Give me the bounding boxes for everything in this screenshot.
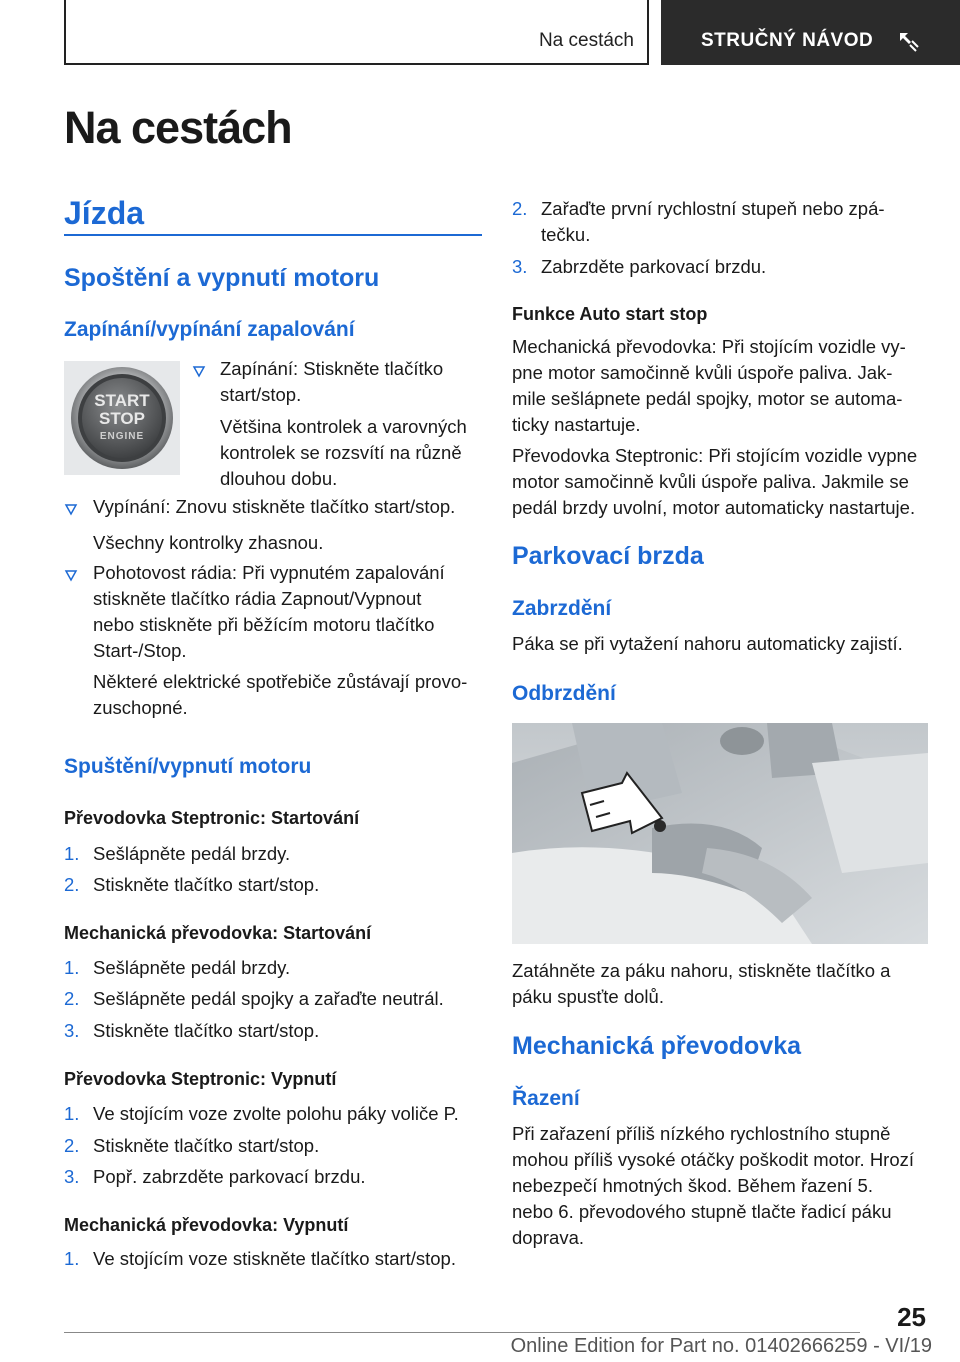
list-item: Zabrzděte parkovací brzdu. xyxy=(541,256,767,277)
header-tab-label: STRUČNÝ NÁVOD xyxy=(701,30,874,51)
autostart-p1-2: pne motor samočinně kvůli úspoře paliva. Jak‐ xyxy=(512,362,893,383)
footer-edition: Online Edition for Part no. 01402666259 - VI/19 xyxy=(510,1335,932,1357)
engine-label: ENGINE xyxy=(99,431,145,442)
list-item: Popř. zabrzděte parkovací brzdu. xyxy=(93,1166,366,1187)
list-number: 2. xyxy=(64,988,80,1009)
start-stop-button-image xyxy=(64,361,180,475)
bullet-triangle-icon xyxy=(64,568,78,582)
shift-text-3: nebezpečí hmotných škod. Během řazení 5. xyxy=(512,1175,873,1196)
autostart-p1-4: ticky nastartuje. xyxy=(512,414,641,435)
list-item-cont: tečku. xyxy=(541,224,591,245)
footer-rule xyxy=(64,1332,860,1333)
autostart-p1-3: mile sešlápnete pedál spojky, motor se automa‐ xyxy=(512,388,903,409)
header-tab[interactable] xyxy=(661,0,960,65)
autostart-title: Funkce Auto start stop xyxy=(512,304,708,324)
heading-ignition: Zapínání/vypínání zapalování xyxy=(64,318,355,341)
list-number: 3. xyxy=(64,1166,80,1187)
shift-text-4: nebo 6. převodového stupně tlačte řadicí páku xyxy=(512,1201,892,1222)
bullet-triangle-icon xyxy=(192,364,206,378)
list-item: Zařaďte první rychlostní stupeň nebo zpá‐ xyxy=(541,198,885,219)
list-number: 2. xyxy=(64,1135,80,1156)
stop-label: STOP xyxy=(99,409,145,428)
autostart-p2-3: pedál brzdy uvolní, motor automaticky nastartuje. xyxy=(512,497,916,518)
ignition-off-text: Vypínání: Znovu stiskněte tlačítko start/stop. xyxy=(93,496,456,517)
start-label: START xyxy=(94,391,150,410)
list-number: 1. xyxy=(64,1248,80,1269)
list-item: Stiskněte tlačítko start/stop. xyxy=(93,1135,320,1156)
ignition-on-text-2: start/stop. xyxy=(220,384,302,405)
manual-off-title: Mechanická převodovka: Vypnutí xyxy=(64,1215,349,1235)
list-item: Sešlápněte pedál brzdy. xyxy=(93,843,291,864)
list-number: 1. xyxy=(64,843,80,864)
steptronic-off-title: Převodovka Steptronic: Vypnutí xyxy=(64,1069,337,1089)
heading-shifting: Řazení xyxy=(512,1087,580,1110)
list-number: 2. xyxy=(512,198,528,219)
autostart-p2-1: Převodovka Steptronic: Při stojícím vozidle vypne xyxy=(512,445,918,466)
list-item: Sešlápněte pedál brzdy. xyxy=(93,957,291,978)
heading-start-engine: Spuštění/vypnutí motoru xyxy=(64,755,312,778)
steptronic-start-title: Převodovka Steptronic: Startování xyxy=(64,808,360,828)
heading-release: Odbrzdění xyxy=(512,682,616,705)
heading-rule xyxy=(64,234,482,236)
autostart-p2-2: motor samočinně kvůli úspoře paliva. Jakmile se xyxy=(512,471,909,492)
heading-parking-brake: Parkovací brzda xyxy=(512,542,704,570)
radio-note-2: zuschopné. xyxy=(93,697,188,718)
bullet-triangle-icon xyxy=(64,502,78,516)
page-title: Na cestách xyxy=(64,102,292,153)
ignition-note-3: dlouhou dobu. xyxy=(220,468,338,489)
list-number: 3. xyxy=(64,1020,80,1041)
release-text-1: Zatáhněte za páku nahoru, stiskněte tlačítko a xyxy=(512,960,891,981)
shift-text-1: Při zařazení příliš nízkého rychlostního stupně xyxy=(512,1123,891,1144)
list-item: Stiskněte tlačítko start/stop. xyxy=(93,874,320,895)
ignition-on-text: Zapínání: Stiskněte tlačítko xyxy=(220,358,444,379)
list-item: Stiskněte tlačítko start/stop. xyxy=(93,1020,320,1041)
apply-text: Páka se při vytažení nahoru automaticky zajistí. xyxy=(512,633,903,654)
release-text-2: páku spusťte dolů. xyxy=(512,986,664,1007)
radio-standby-3: nebo stiskněte při běžícím motoru tlačítko xyxy=(93,614,435,635)
heading-manual-gearbox: Mechanická převodovka xyxy=(512,1032,802,1060)
radio-standby-2: stiskněte tlačítko rádia Zapnout/Vypnout xyxy=(93,588,422,609)
header-section-title: Na cestách xyxy=(538,30,634,51)
list-number: 1. xyxy=(64,1103,80,1124)
autostart-p1-1: Mechanická převodovka: Při stojícím vozidle vy‐ xyxy=(512,336,906,357)
page-number: 25 xyxy=(897,1302,926,1332)
list-item: Ve stojícím voze zvolte polohu páky voliče P. xyxy=(93,1103,459,1124)
heading-apply: Zabrzdění xyxy=(512,597,612,620)
radio-note-1: Některé elektrické spotřebiče zůstávají provo‐ xyxy=(93,671,468,692)
ignition-off-note: Všechny kontrolky zhasnou. xyxy=(93,532,324,553)
shift-text-2: mohou příliš vysoké otáčky poškodit motor. Hrozí xyxy=(512,1149,915,1170)
quick-guide-icon xyxy=(896,29,920,53)
ignition-note-2: kontrolek se rozsvítí na různě xyxy=(220,442,462,463)
list-number: 2. xyxy=(64,874,80,895)
heading-engine: Spoštění a vypnutí motoru xyxy=(64,264,380,292)
heading-driving: Jízda xyxy=(64,195,145,231)
radio-standby-4: Start-/Stop. xyxy=(93,640,187,661)
list-number: 3. xyxy=(512,256,528,277)
list-item: Sešlápněte pedál spojky a zařaďte neutrál. xyxy=(93,988,444,1009)
shift-text-5: doprava. xyxy=(512,1227,584,1248)
manual-start-title: Mechanická převodovka: Startování xyxy=(64,923,372,943)
parking-brake-image xyxy=(512,723,928,944)
list-item: Ve stojícím voze stiskněte tlačítko start/stop. xyxy=(93,1248,456,1269)
radio-standby-1: Pohotovost rádia: Při vypnutém zapalování xyxy=(93,562,445,583)
ignition-note-1: Většina kontrolek a varovných xyxy=(220,416,467,437)
parking-brake-illustration xyxy=(512,723,928,944)
list-number: 1. xyxy=(64,957,80,978)
